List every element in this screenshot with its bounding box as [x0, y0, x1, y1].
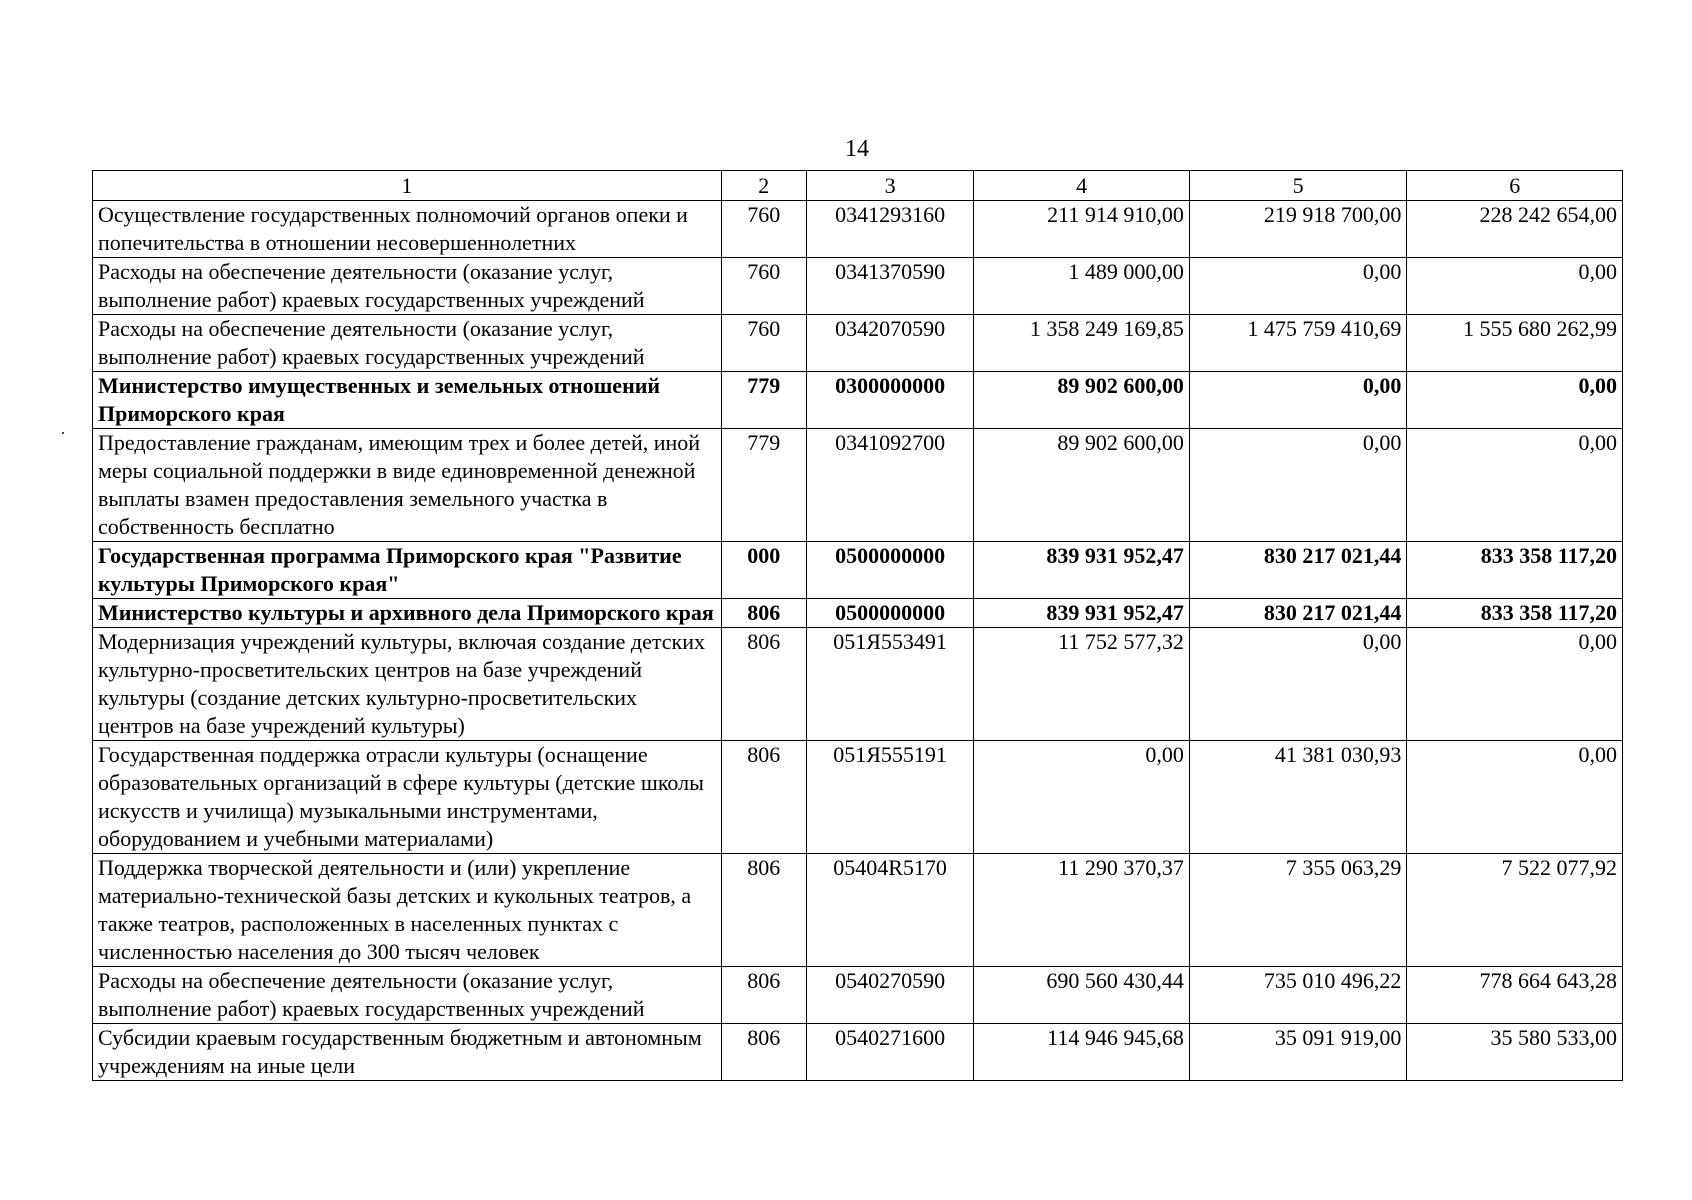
row-value-col6-cell: 778 664 643,28 — [1407, 967, 1623, 1024]
row-name-cell: Субсидии краевым государственным бюджетным и автономным учреждениям на иные цели — [93, 1024, 722, 1081]
table-row — [93, 372, 1623, 429]
table-row — [93, 967, 1623, 1024]
row-admin-code-cell: 806 — [721, 1024, 806, 1081]
column-header: 1 — [93, 171, 722, 201]
row-value-col5-cell: 735 010 496,22 — [1189, 967, 1407, 1024]
column-header: 3 — [806, 171, 973, 201]
row-target-code-cell: 0341293160 — [806, 201, 973, 258]
row-target-code-cell: 051Я553491 — [806, 628, 973, 741]
row-value-col5-cell: 830 217 021,44 — [1189, 542, 1407, 599]
row-name-cell: Государственная поддержка отрасли культуры (оснащение образовательных организаций в сфере культуры (детские школы искусств и училища) музыкальными инструментами, оборудованием и учебными материалами) — [93, 741, 722, 854]
table-row — [93, 1024, 1623, 1081]
row-name-cell: Министерство имущественных и земельных отношений Приморского края — [93, 372, 722, 429]
row-value-col4-cell: 690 560 430,44 — [974, 967, 1190, 1024]
row-value-col4-cell: 1 358 249 169,85 — [974, 315, 1190, 372]
header-row — [93, 171, 1623, 201]
row-name-cell: Государственная программа Приморского края "Развитие культуры Приморского края" — [93, 542, 722, 599]
table-row — [93, 542, 1623, 599]
row-admin-code-cell: 806 — [721, 854, 806, 967]
row-admin-code-cell: 760 — [721, 315, 806, 372]
row-value-col5-cell: 41 381 030,93 — [1189, 741, 1407, 854]
row-value-col4-cell: 114 946 945,68 — [974, 1024, 1190, 1081]
row-target-code-cell: 0341092700 — [806, 429, 973, 542]
row-value-col4-cell: 839 931 952,47 — [974, 542, 1190, 599]
row-value-col4-cell: 839 931 952,47 — [974, 599, 1190, 628]
row-admin-code-cell: 000 — [721, 542, 806, 599]
row-admin-code-cell: 806 — [721, 628, 806, 741]
row-value-col4-cell: 211 914 910,00 — [974, 201, 1190, 258]
row-target-code-cell: 0342070590 — [806, 315, 973, 372]
row-value-col6-cell: 0,00 — [1407, 741, 1623, 854]
row-value-col6-cell: 1 555 680 262,99 — [1407, 315, 1623, 372]
row-name-cell: Расходы на обеспечение деятельности (оказание услуг, выполнение работ) краевых государственных учреждений — [93, 258, 722, 315]
row-target-code-cell: 0540271600 — [806, 1024, 973, 1081]
row-value-col6-cell: 35 580 533,00 — [1407, 1024, 1623, 1081]
table-row — [93, 429, 1623, 542]
row-value-col4-cell: 11 290 370,37 — [974, 854, 1190, 967]
column-header: 5 — [1189, 171, 1407, 201]
row-value-col5-cell: 0,00 — [1189, 628, 1407, 741]
row-value-col4-cell: 0,00 — [974, 741, 1190, 854]
column-header: 2 — [721, 171, 806, 201]
scan-speck — [62, 432, 64, 434]
row-value-col6-cell: 0,00 — [1407, 429, 1623, 542]
row-value-col5-cell: 219 918 700,00 — [1189, 201, 1407, 258]
row-target-code-cell: 0540270590 — [806, 967, 973, 1024]
column-header: 4 — [974, 171, 1190, 201]
row-value-col5-cell: 0,00 — [1189, 258, 1407, 315]
row-value-col4-cell: 89 902 600,00 — [974, 372, 1190, 429]
table-row — [93, 854, 1623, 967]
row-name-cell: Предоставление гражданам, имеющим трех и более детей, иной меры социальной поддержки в виде единовременной денежной выплаты взамен предоставления земельного участка в собственность бесплатно — [93, 429, 722, 542]
page-number: 14 — [845, 136, 869, 162]
row-value-col6-cell: 833 358 117,20 — [1407, 542, 1623, 599]
budget-table — [92, 170, 1623, 1081]
row-value-col5-cell: 7 355 063,29 — [1189, 854, 1407, 967]
row-target-code-cell: 0341370590 — [806, 258, 973, 315]
row-name-cell: Расходы на обеспечение деятельности (оказание услуг, выполнение работ) краевых государственных учреждений — [93, 967, 722, 1024]
column-header: 6 — [1407, 171, 1623, 201]
table-row — [93, 741, 1623, 854]
row-admin-code-cell: 806 — [721, 741, 806, 854]
row-value-col5-cell: 1 475 759 410,69 — [1189, 315, 1407, 372]
row-value-col6-cell: 0,00 — [1407, 628, 1623, 741]
row-value-col5-cell: 830 217 021,44 — [1189, 599, 1407, 628]
row-value-col6-cell: 7 522 077,92 — [1407, 854, 1623, 967]
row-value-col6-cell: 833 358 117,20 — [1407, 599, 1623, 628]
row-value-col4-cell: 1 489 000,00 — [974, 258, 1190, 315]
row-value-col6-cell: 228 242 654,00 — [1407, 201, 1623, 258]
row-admin-code-cell: 779 — [721, 429, 806, 542]
table-row — [93, 599, 1623, 628]
row-target-code-cell: 0300000000 — [806, 372, 973, 429]
row-value-col4-cell: 11 752 577,32 — [974, 628, 1190, 741]
row-admin-code-cell: 760 — [721, 258, 806, 315]
row-admin-code-cell: 779 — [721, 372, 806, 429]
row-target-code-cell: 05404R5170 — [806, 854, 973, 967]
row-value-col5-cell: 35 091 919,00 — [1189, 1024, 1407, 1081]
row-target-code-cell: 0500000000 — [806, 599, 973, 628]
row-value-col6-cell: 0,00 — [1407, 258, 1623, 315]
row-admin-code-cell: 806 — [721, 599, 806, 628]
row-name-cell: Расходы на обеспечение деятельности (оказание услуг, выполнение работ) краевых государственных учреждений — [93, 315, 722, 372]
row-name-cell: Министерство культуры и архивного дела Приморского края — [93, 599, 722, 628]
row-admin-code-cell: 806 — [721, 967, 806, 1024]
row-admin-code-cell: 760 — [721, 201, 806, 258]
row-name-cell: Модернизация учреждений культуры, включая создание детских культурно-просветительских центров на базе учреждений культуры (создание детских культурно-просветительских центров на базе учреждений культуры) — [93, 628, 722, 741]
table-row — [93, 258, 1623, 315]
row-value-col6-cell: 0,00 — [1407, 372, 1623, 429]
row-name-cell: Осуществление государственных полномочий органов опеки и попечительства в отношении несовершеннолетних — [93, 201, 722, 258]
row-value-col5-cell: 0,00 — [1189, 429, 1407, 542]
row-value-col5-cell: 0,00 — [1189, 372, 1407, 429]
row-target-code-cell: 051Я555191 — [806, 741, 973, 854]
table-row — [93, 628, 1623, 741]
row-value-col4-cell: 89 902 600,00 — [974, 429, 1190, 542]
table-row — [93, 201, 1623, 258]
row-target-code-cell: 0500000000 — [806, 542, 973, 599]
row-name-cell: Поддержка творческой деятельности и (или) укрепление материально-технической базы детских и кукольных театров, а также театров, расположенных в населенных пунктах с численностью населения до 300 тысяч человек — [93, 854, 722, 967]
table-row — [93, 315, 1623, 372]
